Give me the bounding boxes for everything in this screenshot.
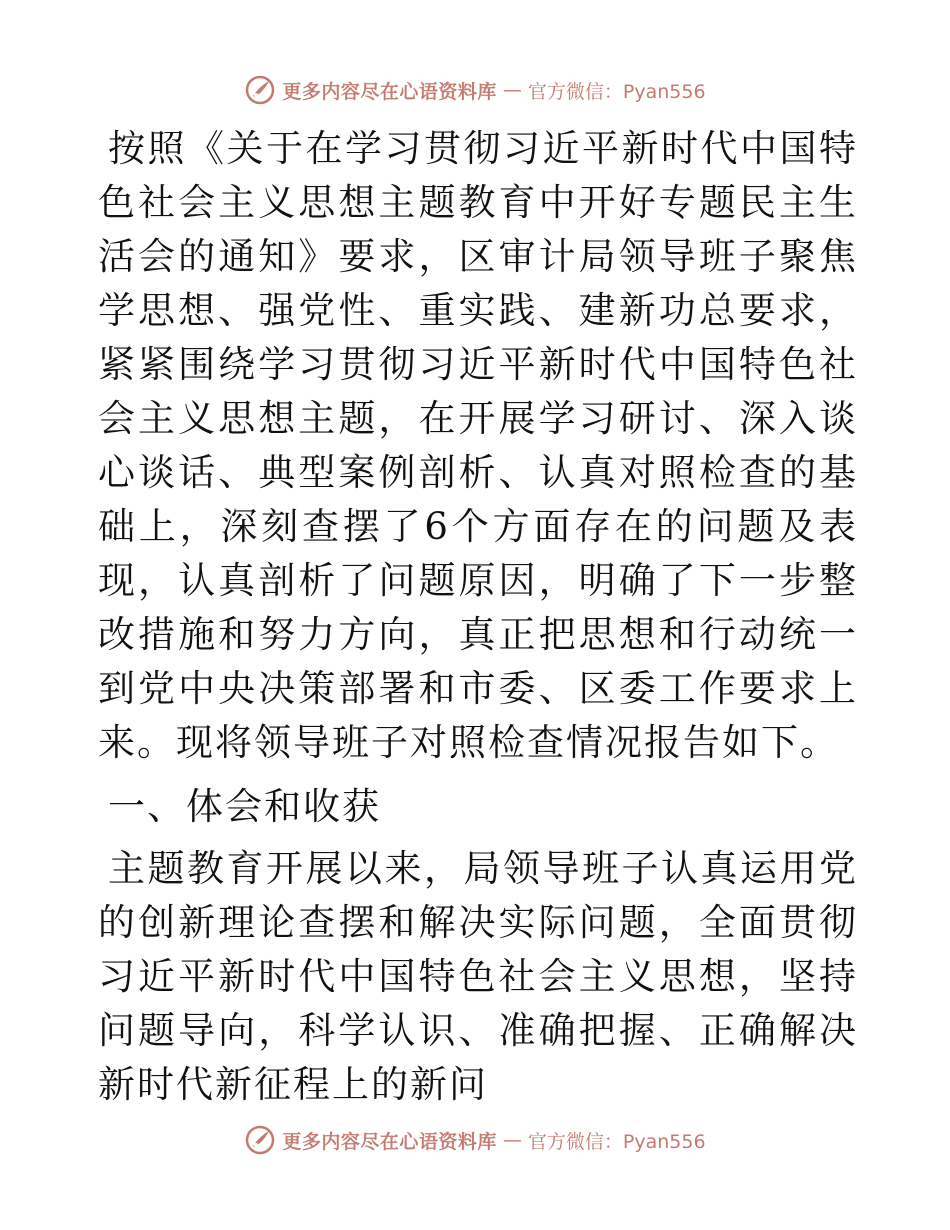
footer-watermark — [0, 1120, 950, 1160]
watermark-contact: 官方微信：Pyan556 — [527, 80, 706, 103]
watermark-contact: 官方微信：Pyan556 — [527, 1130, 706, 1153]
header-watermark — [0, 70, 950, 110]
quill-seal-icon — [244, 74, 276, 106]
watermark-brand: 更多内容尽在心语资料库 — [282, 1130, 497, 1153]
document-body — [98, 122, 858, 1112]
watermark-dash: — — [502, 1129, 522, 1151]
quill-seal-icon — [244, 1124, 276, 1156]
watermark-brand: 更多内容尽在心语资料库 — [282, 80, 497, 103]
section-heading: 一、体会和收获 — [108, 785, 381, 828]
paragraph-section-1: 主题教育开展以来，局领导班子认真运用党的创新理论查摆和解决实际问题，全面贯彻习近平新时代中国特色社会主义思想，坚持问题导向，科学认识、准确把握、正确解决新时代新征程上的新问 — [98, 847, 858, 1106]
paragraph-intro: 按照《关于在学习贯彻习近平新时代中国特色社会主义思想主题教育中开好专题民主生活会的通知》要求，区审计局领导班子聚焦学思想、强党性、重实践、建新功总要求，紧紧围绕学习贯彻习近平新时代中国特色社会主义思想主题，在开展学习研讨、深入谈心谈话、典型案例剖析、认真对照检查的基础上，深刻查摆了6个方面存在的问题及表现，认真剖析了问题原因，明确了下一步整改措施和努力方向，真正把思想和行动统一到党中央决策部署和市委、区委工作要求上来。现将领导班子对照检查情况报告如下。 — [98, 127, 858, 764]
watermark-dash: — — [502, 79, 522, 101]
